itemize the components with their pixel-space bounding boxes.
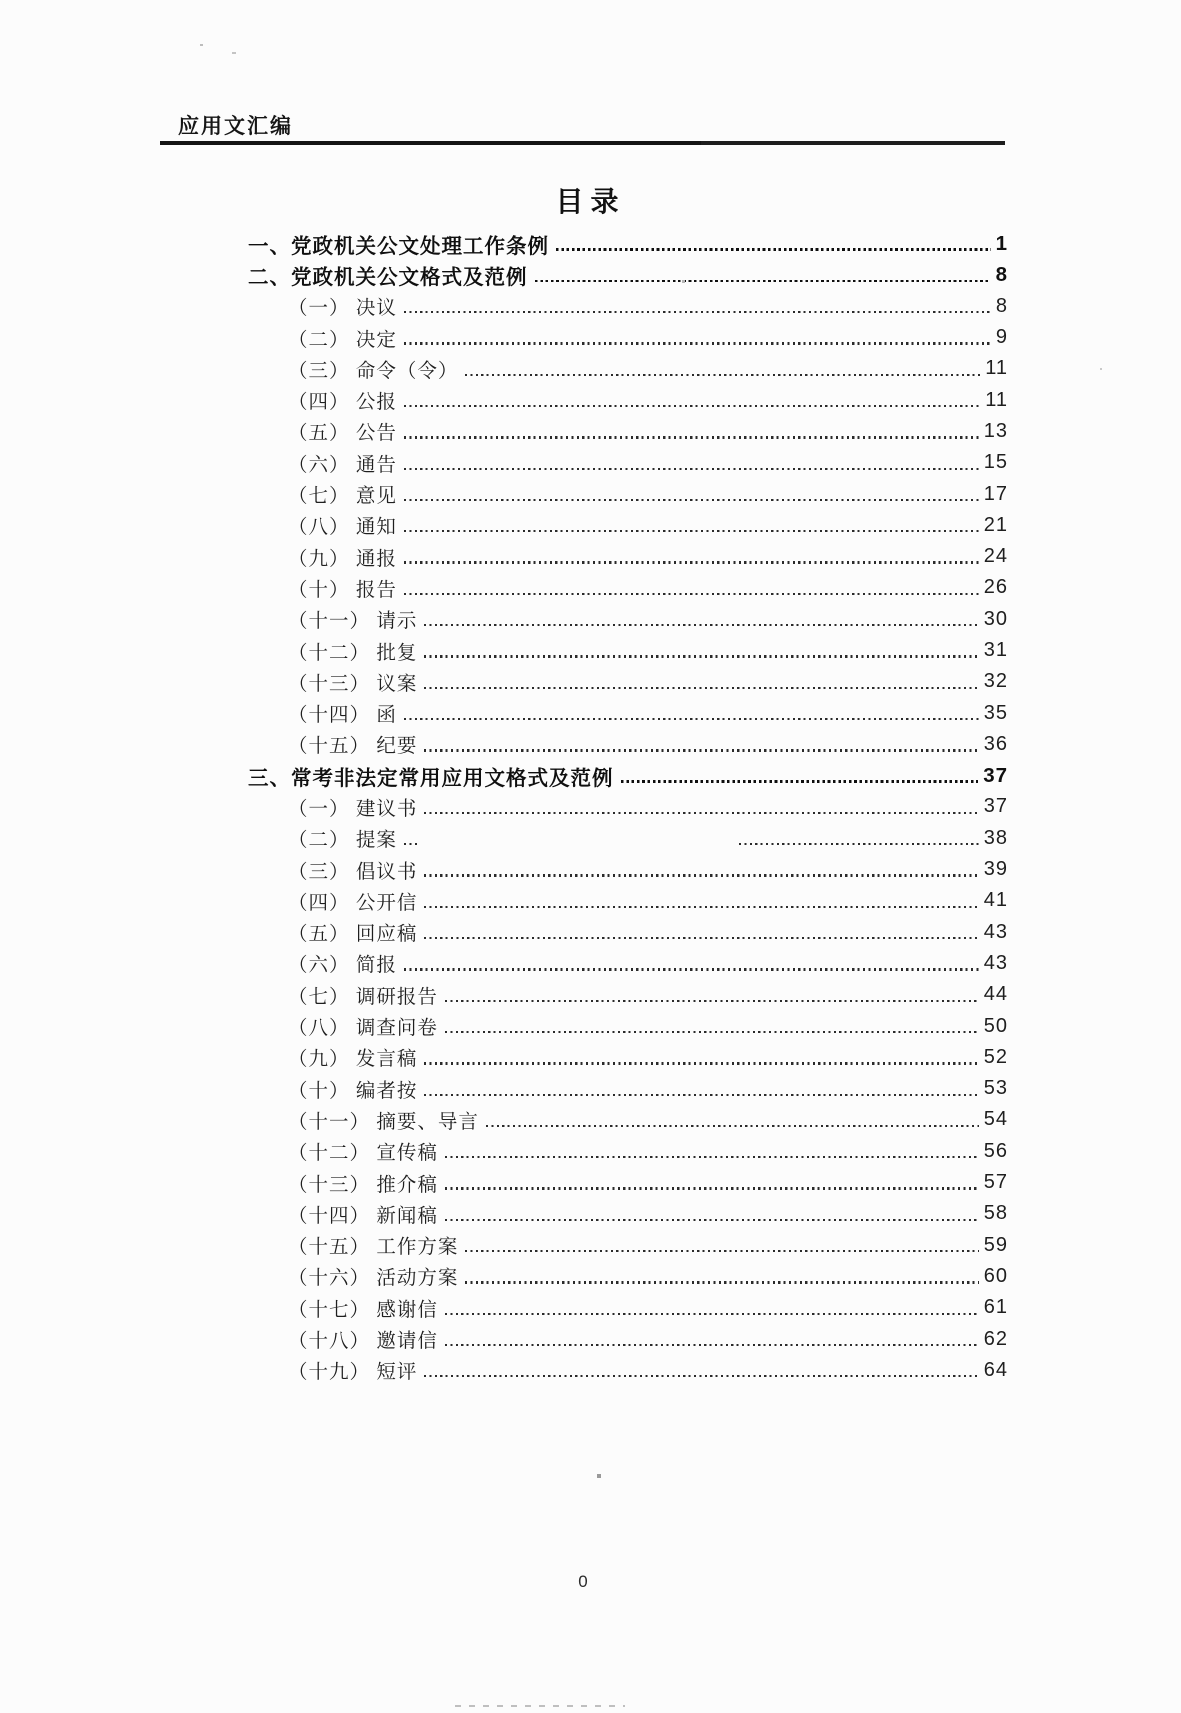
- dot-leader: [621, 780, 979, 783]
- toc-entry-label: （八） 调查问卷: [288, 1017, 438, 1040]
- footer-page-number: 0: [578, 1572, 588, 1591]
- toc-entry-page: 61: [983, 1296, 1008, 1319]
- toc-entry: [248, 697, 1008, 728]
- toc-entry-page: 43: [983, 920, 1008, 943]
- toc-entry-label: （十五） 工作方案: [288, 1236, 459, 1259]
- toc-entry: [248, 1136, 1008, 1167]
- toc-entry: [248, 885, 1008, 916]
- dot-leader: [465, 1281, 978, 1283]
- toc-entry-page: 32: [983, 670, 1008, 693]
- dot-leader: [404, 843, 418, 845]
- toc-entry-label: （五） 回应稿: [288, 923, 418, 946]
- scan-artifact: [455, 1705, 625, 1707]
- dot-leader: [424, 687, 978, 689]
- scan-artifact: [597, 1474, 601, 1478]
- dot-leader: [424, 937, 978, 939]
- toc-entry-label: （二） 决定: [288, 328, 397, 351]
- toc-entry-page: 24: [983, 545, 1008, 568]
- toc-entry: [248, 259, 1008, 290]
- toc-entry: [248, 1230, 1008, 1261]
- dot-leader: [404, 499, 979, 501]
- toc-entry: [248, 1104, 1008, 1135]
- toc-entry-label: （十八） 邀请信: [288, 1330, 438, 1353]
- toc-entry-label: （三） 命令（令）: [288, 359, 459, 382]
- toc-entry-page: 43: [983, 951, 1008, 974]
- toc-entry-page: 54: [983, 1108, 1008, 1131]
- toc-entry-page: 11: [985, 388, 1008, 411]
- toc-entry-label: （十七） 感谢信: [288, 1298, 438, 1321]
- toc-entry: [248, 729, 1008, 760]
- toc-entry-label: 一、党政机关公文处理工作条例: [248, 234, 549, 258]
- dot-leader: [445, 1344, 979, 1346]
- dot-leader: [424, 624, 978, 626]
- toc-entry: [248, 572, 1008, 603]
- toc-entry-label: （十一） 请示: [288, 610, 418, 633]
- toc-entry-label: （七） 意见: [288, 485, 397, 508]
- toc-entry: [248, 666, 1008, 697]
- dot-leader: [445, 1031, 979, 1033]
- toc-entry-label: （七） 调研报告: [288, 985, 438, 1008]
- toc-entry-label: （八） 通知: [288, 516, 397, 539]
- toc-entry: [248, 854, 1008, 885]
- toc-entry-label: （四） 公开信: [288, 891, 418, 914]
- toc-entry: [248, 1198, 1008, 1229]
- dot-leader: [445, 1219, 979, 1221]
- dot-leader: [445, 1313, 979, 1315]
- toc-entry: [248, 353, 1008, 384]
- toc-entry-label: （九） 通报: [288, 547, 397, 570]
- toc-entry: [248, 823, 1008, 854]
- toc-entry-label: （一） 决议: [288, 297, 397, 320]
- toc-entry-label: （十二） 宣传稿: [288, 1142, 438, 1165]
- toc-entry: [248, 1261, 1008, 1292]
- toc-entry-page: 37: [983, 795, 1008, 818]
- toc-entry-label: （六） 简报: [288, 954, 397, 977]
- toc-entry: [248, 635, 1008, 666]
- dot-leader: [445, 1187, 979, 1189]
- toc-entry-page: 56: [983, 1139, 1008, 1162]
- toc-entry-page: 44: [983, 983, 1008, 1006]
- toc-entry: [248, 1167, 1008, 1198]
- dot-leader: [404, 468, 979, 470]
- toc-entry: [248, 948, 1008, 979]
- toc-entry-page: 13: [983, 419, 1008, 442]
- dot-leader: [445, 1156, 979, 1158]
- toc-entry-page: 17: [983, 482, 1008, 505]
- toc-entry-label: （十四） 新闻稿: [288, 1204, 438, 1227]
- toc-entry-page: 60: [983, 1264, 1008, 1287]
- toc-entry-label: （十五） 纪要: [288, 735, 418, 758]
- toc-entry-page: 59: [983, 1233, 1008, 1256]
- toc-entry-page: 50: [983, 1014, 1008, 1037]
- dot-leader: [486, 1125, 979, 1127]
- toc-entry-page: 31: [983, 639, 1008, 661]
- toc-entry: [248, 322, 1008, 353]
- toc-entry-label: （十九） 短评: [288, 1361, 418, 1384]
- dot-leader: [535, 280, 991, 283]
- toc-entry: [248, 1010, 1008, 1041]
- dot-leader: [404, 530, 979, 532]
- toc-entry-label: （十四） 函: [288, 704, 397, 727]
- dot-leader: [404, 593, 979, 595]
- toc-entry: [248, 384, 1008, 415]
- scan-artifact: [1100, 368, 1102, 370]
- dot-leader: [556, 248, 991, 251]
- toc-entry-label: （四） 公报: [288, 391, 397, 414]
- toc-entry: [248, 604, 1008, 635]
- toc-entry-page: 37: [983, 763, 1008, 787]
- toc-entry-page: 64: [983, 1358, 1008, 1381]
- toc-entry-page: 35: [983, 701, 1008, 724]
- dot-leader: [424, 812, 978, 814]
- toc-entry: [248, 478, 1008, 509]
- toc-entry: [248, 1042, 1008, 1073]
- dot-leader: [424, 874, 978, 876]
- toc-title: 目录: [555, 186, 626, 217]
- toc-entry: [248, 1323, 1008, 1354]
- toc-entry-page: 26: [983, 576, 1008, 599]
- dot-leader: [404, 405, 980, 407]
- dot-leader: [404, 968, 979, 970]
- dot-leader: [404, 342, 991, 344]
- toc-entry: [248, 979, 1008, 1010]
- toc-entry: [248, 541, 1008, 572]
- toc-entry: [248, 791, 1008, 822]
- scan-artifact: [200, 44, 203, 46]
- toc-entry-label: （十六） 活动方案: [288, 1267, 459, 1290]
- toc-entry-page: 36: [983, 732, 1008, 755]
- toc-entry-label: （十） 报告: [288, 578, 397, 601]
- dot-leader: [465, 1250, 978, 1252]
- dot-leader: [739, 843, 979, 845]
- toc-entry-label: （十） 编者按: [288, 1079, 418, 1102]
- toc-entry: [248, 760, 1008, 791]
- dot-leader: [424, 1094, 978, 1096]
- toc-entry-label: （十三） 推介稿: [288, 1173, 438, 1196]
- toc-entry-page: 38: [983, 826, 1008, 849]
- dot-leader: [424, 655, 978, 657]
- toc-entry-label: （十一） 摘要、导言: [288, 1110, 479, 1133]
- dot-leader: [424, 1375, 978, 1377]
- toc-entry-page: 21: [983, 513, 1008, 536]
- dot-leader: [445, 1000, 979, 1002]
- dot-leader: [465, 374, 980, 376]
- toc-entry-page: 8: [995, 262, 1008, 286]
- toc-entry-label: （六） 通告: [288, 453, 397, 476]
- dot-leader: [424, 1062, 978, 1064]
- toc-entry-label: （十三） 议案: [288, 672, 418, 695]
- toc-entry: [248, 416, 1008, 447]
- toc-entry-label: 三、常考非法定常用应用文格式及范例: [248, 766, 614, 790]
- toc-entry: [248, 291, 1008, 322]
- toc-entry-label: （二） 提案: [288, 829, 397, 852]
- toc-entry-label: （十二） 批复: [288, 641, 418, 664]
- dot-leader: [424, 906, 978, 908]
- toc-entry: [248, 1292, 1008, 1323]
- dot-leader: [404, 311, 991, 313]
- dot-leader: [404, 436, 979, 438]
- toc-entry-page: 57: [983, 1171, 1008, 1194]
- toc-entry-page: 58: [983, 1202, 1008, 1225]
- toc-entry-label: 二、党政机关公文格式及范例: [248, 265, 528, 289]
- toc-entry-label: （三） 倡议书: [288, 860, 418, 883]
- toc-entry-page: 9: [995, 326, 1008, 349]
- toc-entry-page: 15: [983, 451, 1008, 474]
- header-rule: [160, 141, 1005, 145]
- toc-list: [248, 228, 1008, 1386]
- dot-leader: [424, 749, 978, 751]
- toc-entry-page: 30: [983, 607, 1008, 630]
- toc-entry-page: 39: [983, 858, 1008, 881]
- toc-entry-page: 53: [983, 1077, 1008, 1100]
- toc-entry: [248, 1355, 1008, 1386]
- dot-leader: [404, 561, 979, 563]
- toc-entry-label: （九） 发言稿: [288, 1048, 418, 1071]
- toc-entry-page: 1: [995, 231, 1008, 255]
- toc-entry: [248, 917, 1008, 948]
- toc-entry-page: 41: [983, 889, 1008, 912]
- toc-entry-page: 62: [983, 1327, 1008, 1350]
- toc-entry: [248, 1073, 1008, 1104]
- toc-entry-page: 8: [995, 294, 1008, 317]
- toc-entry: [248, 510, 1008, 541]
- scan-artifact: [682, 280, 685, 283]
- toc-entry: [248, 228, 1008, 259]
- toc-entry-page: 11: [985, 357, 1008, 380]
- toc-entry: [248, 447, 1008, 478]
- dot-leader: [404, 718, 979, 720]
- toc-entry-label: （五） 公告: [288, 422, 397, 445]
- running-header-title: 应用文汇编: [178, 115, 293, 138]
- scan-artifact: [232, 52, 236, 54]
- toc-entry-page: 52: [983, 1045, 1008, 1068]
- toc-entry-label: （一） 建议书: [288, 797, 418, 820]
